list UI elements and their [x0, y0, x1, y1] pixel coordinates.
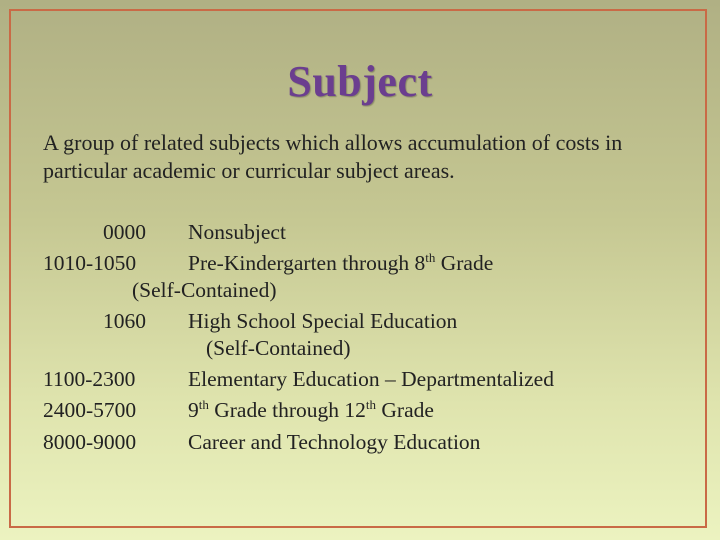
subject-code: 1060: [103, 309, 146, 333]
subject-code: 2400-5700: [43, 398, 137, 422]
subject-code: 1010-1050: [43, 251, 137, 275]
subject-sublabel: (Self-Contained): [132, 278, 277, 302]
subject-code: 0000: [103, 220, 146, 244]
subject-label: 9th Grade through 12th Grade: [188, 396, 434, 422]
subject-label: High School Special Education: [188, 309, 458, 333]
subject-label: Pre-Kindergarten through 8th Grade: [188, 249, 494, 275]
subject-code: 1100-2300: [43, 367, 136, 391]
slide-description: A group of related subjects which allows accumulation of costs in particular academic or curricular subject areas.: [43, 130, 623, 183]
slide-title: Subject: [287, 57, 433, 106]
subject-sublabel: (Self-Contained): [206, 336, 351, 360]
subject-code: 8000-9000: [43, 430, 137, 454]
subject-label: Nonsubject: [188, 220, 286, 244]
subject-label: Elementary Education – Departmentalized: [188, 367, 554, 391]
subject-label: Career and Technology Education: [188, 430, 481, 454]
